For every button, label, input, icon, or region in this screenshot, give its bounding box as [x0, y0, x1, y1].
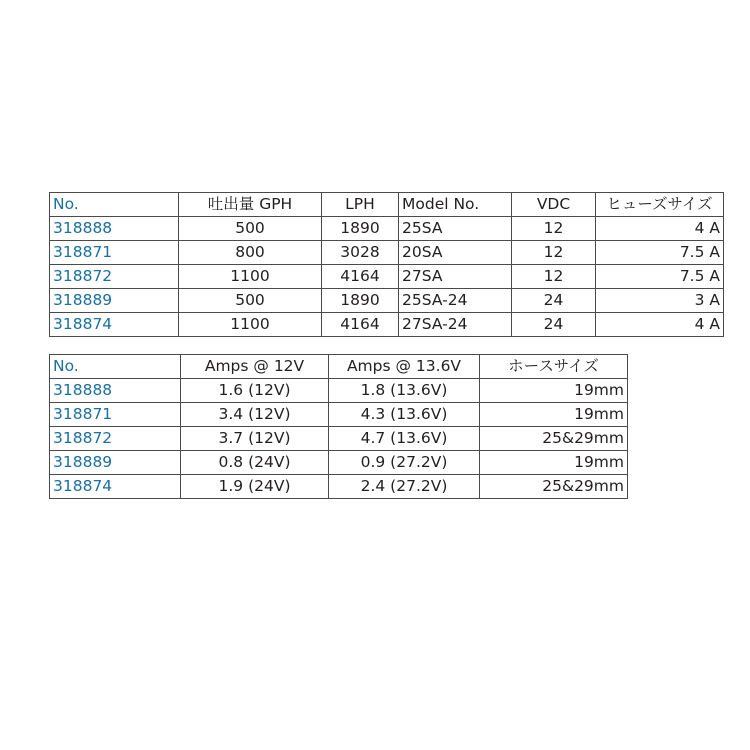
- header-vdc: VDC: [512, 193, 596, 217]
- fuse-cell: 7.5 A: [596, 265, 724, 289]
- part-number: 318889: [50, 451, 181, 475]
- model-cell: 27SA: [399, 265, 512, 289]
- part-number: 318872: [50, 427, 181, 451]
- hose-size-cell: 19mm: [480, 403, 628, 427]
- table-row: [50, 289, 724, 313]
- amps-12v-cell: 1.9 (24V): [181, 475, 329, 499]
- vdc-cell: 24: [512, 313, 596, 337]
- amps-136v-cell: 1.8 (13.6V): [329, 379, 480, 403]
- lph-cell: 4164: [322, 265, 399, 289]
- amps-136v-cell: 4.7 (13.6V): [329, 427, 480, 451]
- vdc-cell: 12: [512, 265, 596, 289]
- header-model: Model No.: [399, 193, 512, 217]
- table-row: [50, 379, 628, 403]
- part-number: 318889: [50, 289, 179, 313]
- model-cell: 27SA-24: [399, 313, 512, 337]
- table-row: [50, 403, 628, 427]
- amps-12v-cell: 0.8 (24V): [181, 451, 329, 475]
- amps-12v-cell: 3.7 (12V): [181, 427, 329, 451]
- hose-size-cell: 19mm: [480, 379, 628, 403]
- table-row: [50, 241, 724, 265]
- vdc-cell: 12: [512, 217, 596, 241]
- amps-header-row: [50, 355, 628, 379]
- header-no: No.: [50, 355, 181, 379]
- table-row: [50, 427, 628, 451]
- table-row: [50, 451, 628, 475]
- header-lph: LPH: [322, 193, 399, 217]
- lph-cell: 4164: [322, 313, 399, 337]
- hose-size-cell: 25&29mm: [480, 427, 628, 451]
- gph-cell: 800: [179, 241, 322, 265]
- header-amps-136v: Amps @ 13.6V: [329, 355, 480, 379]
- lph-cell: 3028: [322, 241, 399, 265]
- header-no: No.: [50, 193, 179, 217]
- gph-cell: 500: [179, 289, 322, 313]
- amps-136v-cell: 0.9 (27.2V): [329, 451, 480, 475]
- part-number: 318888: [50, 379, 181, 403]
- part-number: 318874: [50, 313, 179, 337]
- lph-cell: 1890: [322, 289, 399, 313]
- hose-size-cell: 19mm: [480, 451, 628, 475]
- table-row: [50, 265, 724, 289]
- amps-12v-cell: 3.4 (12V): [181, 403, 329, 427]
- model-cell: 20SA: [399, 241, 512, 265]
- part-number: 318874: [50, 475, 181, 499]
- vdc-cell: 24: [512, 289, 596, 313]
- hose-size-cell: 25&29mm: [480, 475, 628, 499]
- header-fuse: ヒューズサイズ: [596, 193, 724, 217]
- fuse-cell: 3 A: [596, 289, 724, 313]
- header-gph: 吐出量 GPH: [179, 193, 322, 217]
- vdc-cell: 12: [512, 241, 596, 265]
- amps-136v-cell: 4.3 (13.6V): [329, 403, 480, 427]
- header-amps-12v: Amps @ 12V: [181, 355, 329, 379]
- gph-cell: 1100: [179, 265, 322, 289]
- part-number: 318871: [50, 403, 181, 427]
- table-row: [50, 475, 628, 499]
- part-number: 318872: [50, 265, 179, 289]
- spec-table: [49, 192, 724, 337]
- header-hose-size: ホースサイズ: [480, 355, 628, 379]
- model-cell: 25SA-24: [399, 289, 512, 313]
- gph-cell: 500: [179, 217, 322, 241]
- fuse-cell: 7.5 A: [596, 241, 724, 265]
- model-cell: 25SA: [399, 217, 512, 241]
- spec-header-row: [50, 193, 724, 217]
- gph-cell: 1100: [179, 313, 322, 337]
- amps-table: [49, 354, 628, 499]
- part-number: 318888: [50, 217, 179, 241]
- amps-136v-cell: 2.4 (27.2V): [329, 475, 480, 499]
- part-number: 318871: [50, 241, 179, 265]
- table-row: [50, 313, 724, 337]
- table-row: [50, 217, 724, 241]
- lph-cell: 1890: [322, 217, 399, 241]
- fuse-cell: 4 A: [596, 217, 724, 241]
- fuse-cell: 4 A: [596, 313, 724, 337]
- amps-12v-cell: 1.6 (12V): [181, 379, 329, 403]
